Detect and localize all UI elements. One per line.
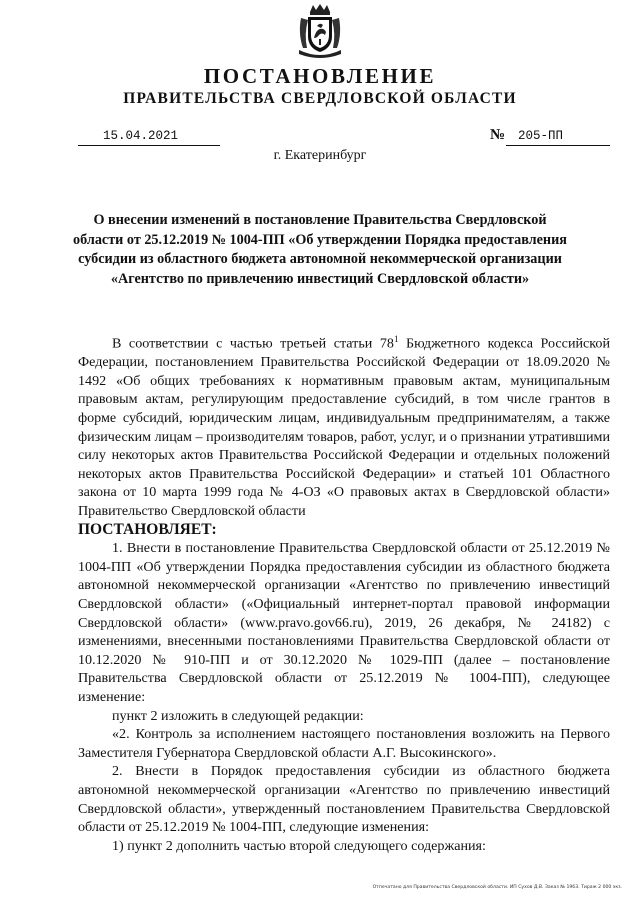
coat-of-arms-icon [297,4,343,58]
document-body [78,330,610,855]
document-title: ПОСТАНОВЛЕНИЕ [203,64,437,88]
paragraph-4: 2. Внести в Порядок предоставления субсидии из областного бюджета автономной некоммерческой организации «Агентство по привлечению инвестиций Свердловской области», утвержденный постановлением Правительства Свердловской области от 25.12.2019 № 1004-ПП, следующие изменения: [78,763,610,836]
document-subtitle: ПРАВИТЕЛЬСТВА СВЕРДЛОВСКОЙ ОБЛАСТИ [123,90,517,107]
document-date: 15.04.2021 [78,129,220,146]
intro-superscript: 1 [393,334,399,344]
print-footer: Отпечатано для Правительства Свердловской области. ИП Сухов Д.В. Заказ № 1963. Тираж 2 000 экз. [372,885,622,890]
paragraph-2: пункт 2 изложить в следующей редакции: [112,707,364,724]
intro-paragraph [78,330,610,521]
paragraph-5: 1) пункт 2 дополнить частью второй следующего содержания: [112,837,486,854]
document-number: 205-ПП [506,129,610,146]
paragraph-1: 1. Внести в постановление Правительства Свердловской области от 25.12.2019 № 1004-ПП «Об утверждении Порядка предоставления субсидии из областного бюджета автономной некоммерческой организации «Агентство по привлечению инвестиций Свердловской области» («Официальный интернет-портал правовой информации Свердловской области» (www.pravo.gov66.ru), 2019, 26 декабря, № 24182) с изменениями, внесенными постановлениями Правительства Свердловской области от 10.12.2020 № 910-ПП и от 30.12.2020 № 1029-ПП (далее – постановление Правительства Свердловской области от 25.12.2019 № 1004-ПП), следующее изменение: [78,540,610,705]
intro-text: В соответствии с частью третьей статьи 78 [112,335,394,352]
decree-word: ПОСТАНОВЛЯЕТ: [78,520,217,538]
paragraph-3: «2. Контроль за исполнением настоящего постановления возложить на Первого Заместителя Губернатора Свердловской области А.Г. Высокинского». [78,726,610,761]
intro-text-continued: Бюджетного кодекса Российской Федерации, постановлением Правительства Российской Федерации от 18.09.2020 № 1492 «Об общих требованиях к нормативным правовым актам, муниципальным правовым актам, регулирующим предоставление субсидий, в том числе грантов в форме субсидий, юридическим лицам, индивидуальным предпринимателям, а также физическим лицам – производителям товаров, работ, услуг, и о признании утратившими силу некоторых актов Правительства Российской Федерации и отдельных положений некоторых актов Правительства Российской Федерации» и статьей 101 Областного закона от 10 марта 1999 года № 4-ОЗ «О правовых актах в Свердловской области» Правительство Свердловской области [78,335,611,520]
document-city: г. Екатеринбург [273,148,367,163]
document-heading: О внесении изменений в постановление Правительства Свердловской области от 25.12.2019 № 1004-ПП «Об утверждении Порядка предоставления субсидии из областного бюджета автономной некоммерческой организации «Агентство по привлечению инвестиций Свердловской области» [73,212,567,287]
number-sign: № [490,127,506,143]
